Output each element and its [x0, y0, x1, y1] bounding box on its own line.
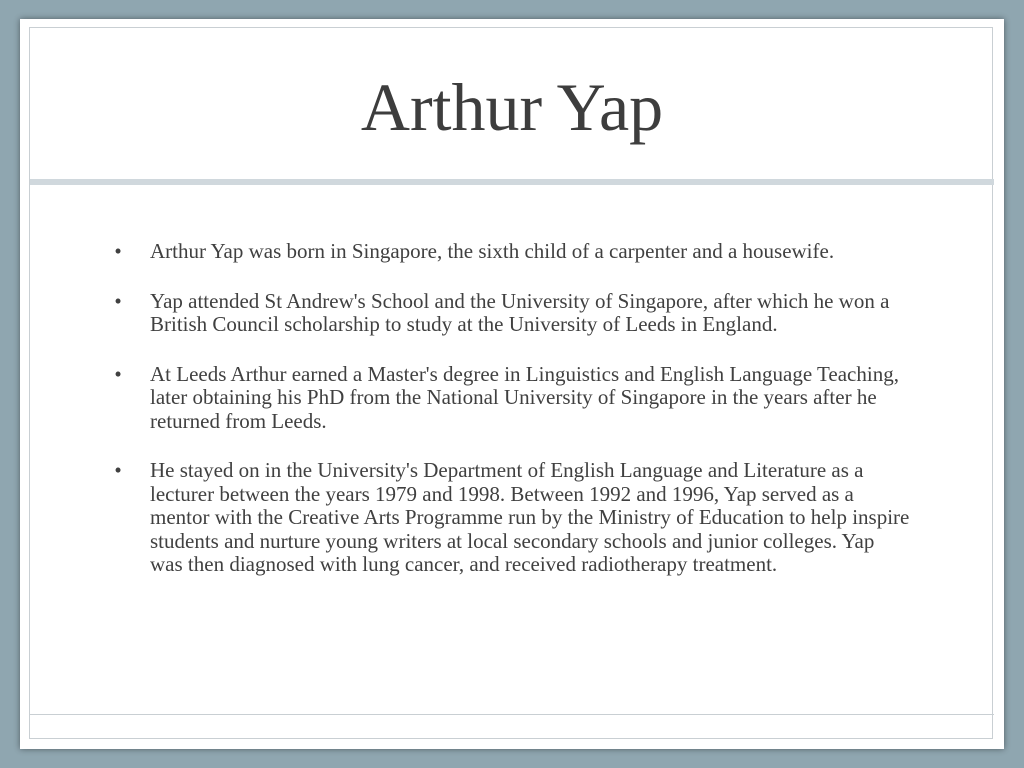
bullet-list: [112, 240, 912, 603]
bullet-item: [112, 240, 912, 264]
bullet-item: [112, 363, 912, 434]
bullet-item: [112, 459, 912, 577]
bullet-text: He stayed on in the University's Department of English Language and Literature as a lecturer between the years 1979 and 1998. Between 1992 and 1996, Yap served as a mentor with the Creative Arts Programme run by the Ministry of Education to help inspire students and nurture young writers at local secondary schools and junior colleges. Yap was then diagnosed with lung cancer, and received radiotherapy treatment.: [150, 458, 910, 576]
footer-divider: [30, 714, 994, 715]
bullet-icon: •: [114, 361, 122, 386]
bullet-icon: •: [114, 288, 122, 313]
bullet-text: Yap attended St Andrew's School and the University of Singapore, after which he won a British Council scholarship to study at the University of Leeds in England.: [150, 288, 890, 336]
bullet-text: Arthur Yap was born in Singapore, the sixth child of a carpenter and a housewife.: [150, 239, 835, 263]
bullet-text: At Leeds Arthur earned a Master's degree in Linguistics and English Language Teaching, later obtaining his PhD from the National University of Singapore in the years after he returned from Leeds.: [150, 361, 899, 433]
slide-title: Arthur Yap: [360, 69, 664, 145]
title-divider: [30, 179, 994, 185]
bullet-icon: •: [114, 458, 122, 482]
bullet-item: [112, 290, 912, 337]
slide: [20, 19, 1004, 749]
bullet-icon: •: [114, 239, 122, 263]
